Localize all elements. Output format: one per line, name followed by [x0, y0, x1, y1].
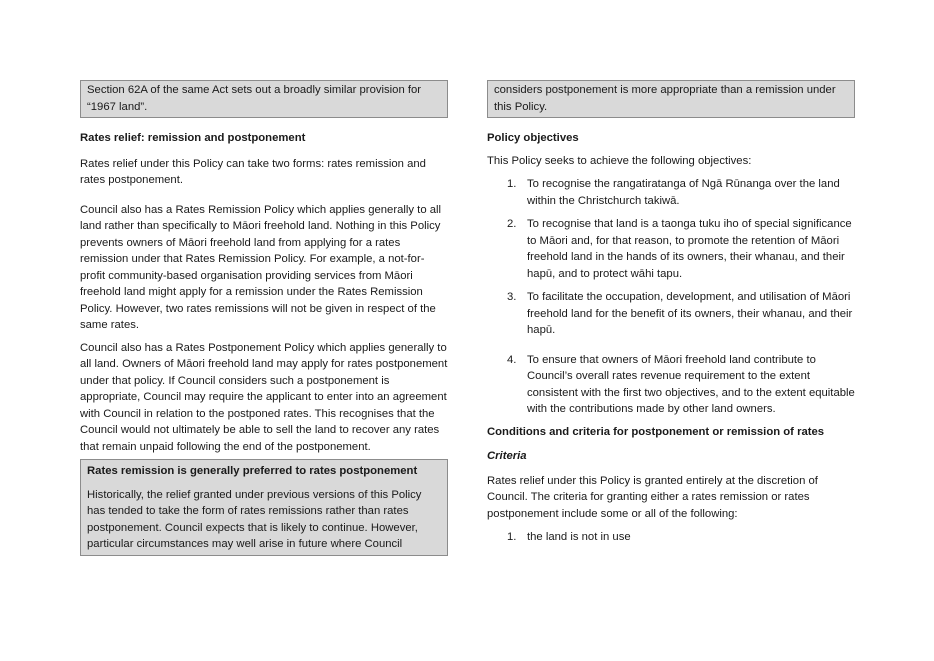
para-postponement-policy: Council also has a Rates Postponement Policy which applies generally to all land. Owners of Māori freehold land may apply for rates postponement under that policy. If Council considers such a postponement is appropriate, Council may require the applicant to enter into an agreement with Council in relation to the postponed rates. This recognises that the Council would not ultimately be able to sell the land to recover any rates that remain unpaid following the end of the postponement.: [80, 341, 448, 453]
objective-text: To ensure that owners of Māori freehold land contribute to Council’s overall rates revenue requirement to the extent consistent with the first two objectives, and to the extent equitable with the contributions made by other land owners.: [527, 353, 855, 415]
criteria-text: the land is not in use: [527, 531, 631, 543]
objective-text: To recognise that land is a taonga tuku iho of special significance to Māori and, for that reason, to promote the retention of Māori freehold land in the hands of its owners, their whanau, and their hapū, and to protect wāhi tapu.: [527, 218, 852, 280]
objectives-list: [487, 176, 855, 418]
objective-text: To facilitate the occupation, development, and utilisation of Māori freehold land for the benefit of its owners, their whanau, and their hapū.: [527, 291, 853, 336]
postponement-continued-box: [487, 80, 855, 118]
objectives-intro: This Policy seeks to achieve the following objectives:: [487, 154, 752, 167]
heading-rates-relief: Rates relief: remission and postponement: [80, 132, 306, 144]
criteria-item: [487, 529, 855, 546]
criteria-number: 1.: [507, 531, 517, 543]
objective-number: 3.: [507, 291, 517, 303]
objective-item: [487, 352, 855, 418]
objective-text: To recognise the rangatiratanga of Ngā Rūnanga over the land within the Christchurch takiwā.: [527, 178, 840, 207]
right-column: [487, 80, 855, 546]
heading-policy-objectives: Policy objectives: [487, 132, 579, 144]
section-62a-note-box: [80, 80, 448, 118]
remission-preferred-box: [80, 459, 448, 556]
objective-number: 1.: [507, 178, 517, 190]
section-62a-note: Section 62A of the same Act sets out a broadly similar provision for “1967 land”.: [87, 84, 422, 113]
objective-number: 4.: [507, 353, 517, 366]
left-column: [80, 80, 448, 556]
heading-conditions-criteria: Conditions and criteria for postponement or remission of rates: [487, 425, 825, 438]
criteria-list: [487, 529, 855, 546]
para-relief-forms: Rates relief under this Policy can take two forms: rates remission and rates postponement.: [80, 157, 426, 186]
para-remission-policy: Council also has a Rates Remission Policy which applies generally to all land rather than specifically to Māori freehold land. Nothing in this Policy prevents owners of Māori freehold land from applying for a rates remission under that Rates Remission Policy. For example, a not-for-profit community-based organisation providing services from Māori freehold land might apply for a remission under the Rates Remission Policy. However, two rates remissions will not be given in respect of the same rates.: [80, 203, 442, 331]
postponement-continued-text: considers postponement is more appropriate than a remission under this Policy.: [494, 84, 836, 113]
remission-preferred-text: Historically, the relief granted under previous versions of this Policy has tended to take the form of rates remissions rather than rates postponement. Council expects that is likely to continue. However, particular circumstances may well arise in future where Council: [87, 488, 422, 550]
objective-item: [487, 289, 855, 339]
heading-criteria: Criteria: [487, 450, 527, 462]
objective-item: [487, 176, 855, 209]
para-criteria: Rates relief under this Policy is granted entirely at the discretion of Council. The criteria for granting either a rates remission or rates postponement include some or all of the following:: [487, 474, 818, 520]
objective-number: 2.: [507, 218, 517, 230]
objective-item: [487, 216, 855, 282]
remission-preferred-heading: Rates remission is generally preferred to rates postponement: [87, 465, 418, 477]
